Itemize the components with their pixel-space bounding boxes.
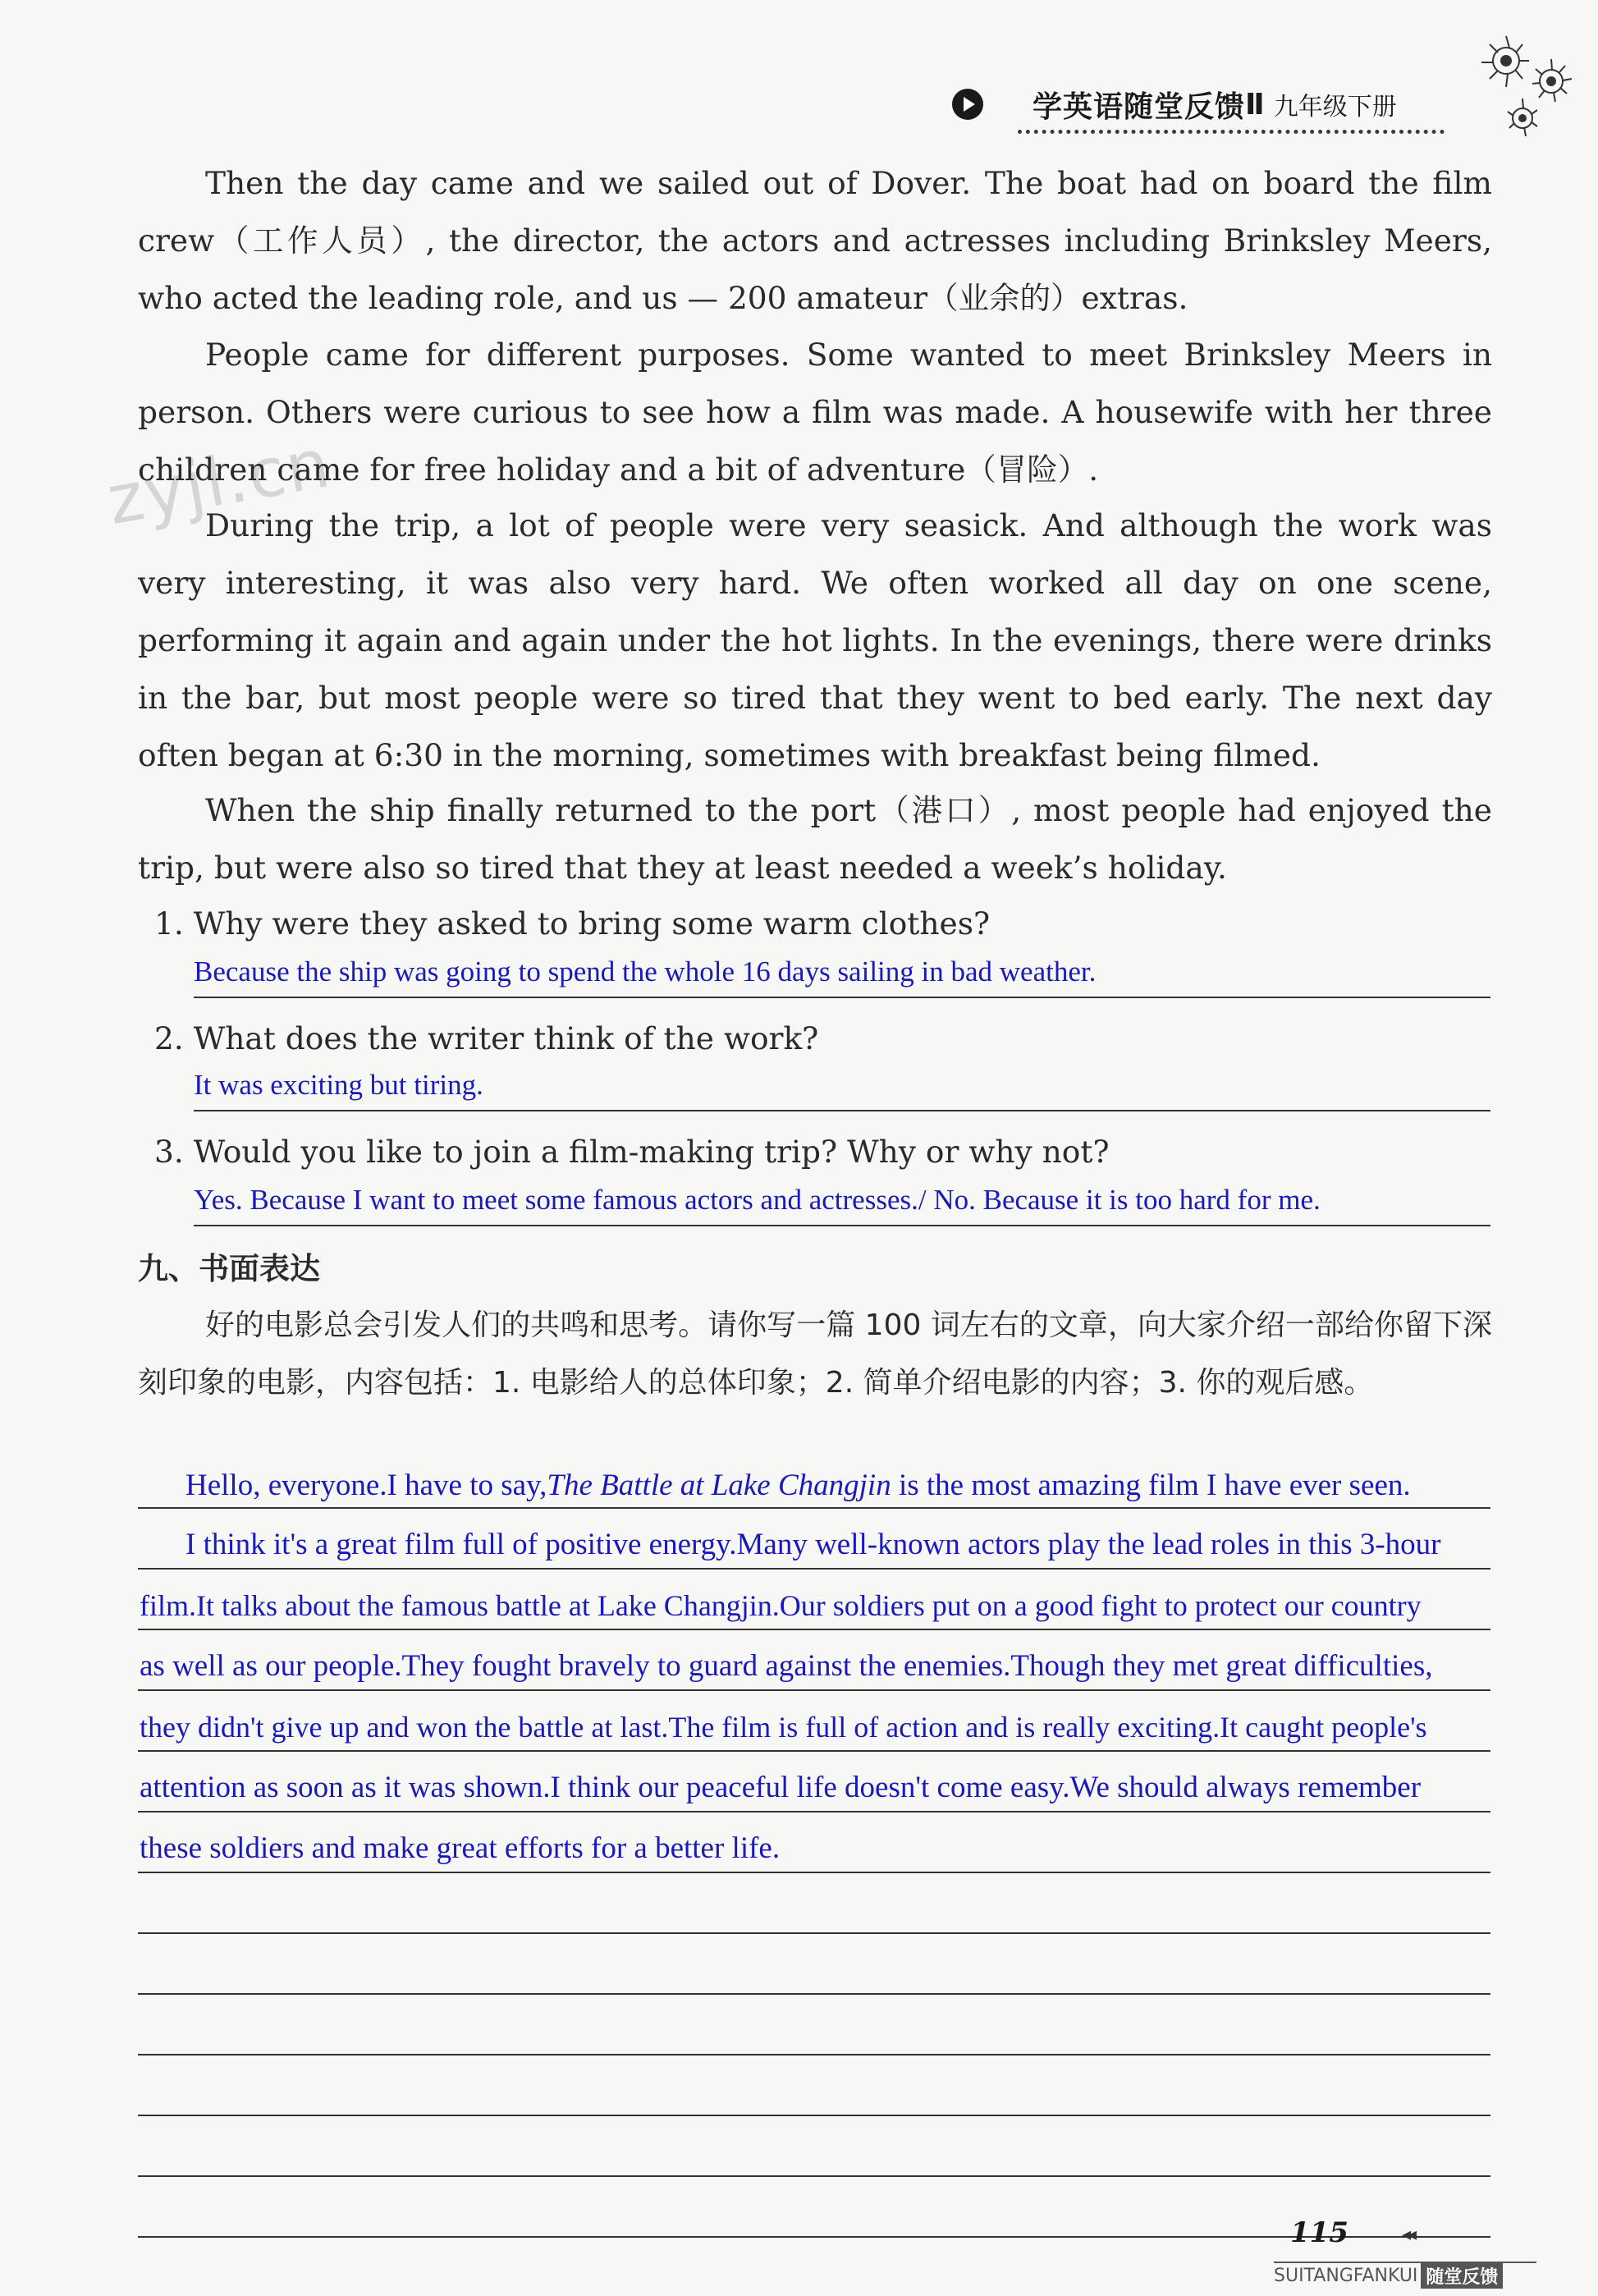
essay-line <box>138 1993 1490 2055</box>
arrow-left-icon: ◂◂ <box>1402 2225 1414 2245</box>
essay-text-line-1: Hello, everyone.I have to say,The Battle at Lake Changjin is the most amazing film I have ever seen. <box>185 1469 1411 1502</box>
answer-2: It was exciting but tiring. <box>194 1066 1490 1111</box>
essay-text-line-7: these soldiers and make great efforts for a better life. <box>140 1831 781 1865</box>
book-title: 学英语随堂反馈 <box>1033 89 1246 124</box>
question-2: 2. What does the writer think of the work? <box>154 1020 819 1056</box>
essay-text-line-6: attention as soon as it was shown.I think our peaceful life doesn't come easy.We should always remember <box>140 1771 1422 1804</box>
passage-paragraph-3: During the trip, a lot of people were very seasick. And although the work was very interesting, it was also very hard. We often worked all day on one scene, performing it again and again under the hot lights. In the evenings, there were drinks in the bar, but most people were so tired that they went to bed early. The next day often began at 6:30 in the morning, sometimes with breakfast being filmed. <box>138 507 1492 773</box>
essay-line <box>138 1872 1490 1934</box>
passage-paragraph-2: People came for different purposes. Some wanted to meet Brinksley Meers in person. Others were curious to see how a film was made. A housewife with her three children came for free holiday and a bit of adventure（冒险）. <box>138 337 1492 488</box>
film-title: The Battle at Lake Changjin <box>547 1469 891 1502</box>
answer-1: Because the ship was going to spend the whole 16 days sailing in bad weather. <box>194 952 1490 998</box>
essay-line <box>138 1932 1490 1995</box>
passage-paragraph-4: When the ship finally returned to the port（港口）, most people had enjoyed the trip, but were also so tired that they at least needed a week’s holiday. <box>138 792 1492 886</box>
essay-text-line-2: I think it's a great film full of positive energy.Many well-known actors play the lead roles in this 3-hour <box>185 1528 1441 1561</box>
page-header <box>952 76 1397 133</box>
section-title: 九、书面表达 <box>138 1251 320 1286</box>
footer-brand <box>1274 2262 1536 2288</box>
book-grade: 九年级下册 <box>1273 93 1397 121</box>
essay-text-line-4: as well as our people.They fought bravely to guard against the enemies.Though they met great difficulties, <box>140 1649 1433 1683</box>
question-3: 3. Would you like to join a film-making trip? Why or why not? <box>154 1134 1110 1170</box>
brand-en: SUITANGFANKUI <box>1274 2265 1418 2286</box>
essay-text-line-5: they didn't give up and won the battle at last.The film is full of action and is really exciting.It caught people's <box>140 1711 1427 1744</box>
question-1: 1. Why were they asked to bring some warm clothes? <box>154 905 991 942</box>
essay-line <box>138 2054 1490 2116</box>
essay-line <box>138 2115 1490 2177</box>
watermark: zyjl.cn <box>101 424 337 541</box>
answer-3: Yes. Because I want to meet some famous actors and actresses./ No. Because it is too hard for me. <box>194 1180 1490 1226</box>
header-divider <box>1018 130 1445 134</box>
brand-cn: 随堂反馈 <box>1421 2263 1503 2289</box>
essay-line <box>138 2175 1490 2238</box>
page-number: 115 <box>1290 2216 1348 2249</box>
essay-text-line-3: film.It talks about the famous battle at Lake Changjin.Our soldiers put on a good fight to protect our country <box>140 1589 1422 1622</box>
play-icon <box>952 89 983 120</box>
sunflower-icon <box>1457 20 1592 151</box>
writing-task: 好的电影总会引发人们的共鸣和思考。请你写一篇 100 词左右的文章，向大家介绍一部给你留下深刻印象的电影，内容包括：1. 电影给人的总体印象；2. 简单介绍电影的内容；3. 你的观后感。 <box>138 1308 1492 1400</box>
book-volume: Ⅱ <box>1245 87 1266 121</box>
passage-paragraph-1: Then the day came and we sailed out of Dover. The boat had on board the film crew（工作人员）, the director, the actors and actresses including Brinksley Meers, who acted the leading role, and us — 200 amateur（业余的）extras. <box>138 165 1492 316</box>
